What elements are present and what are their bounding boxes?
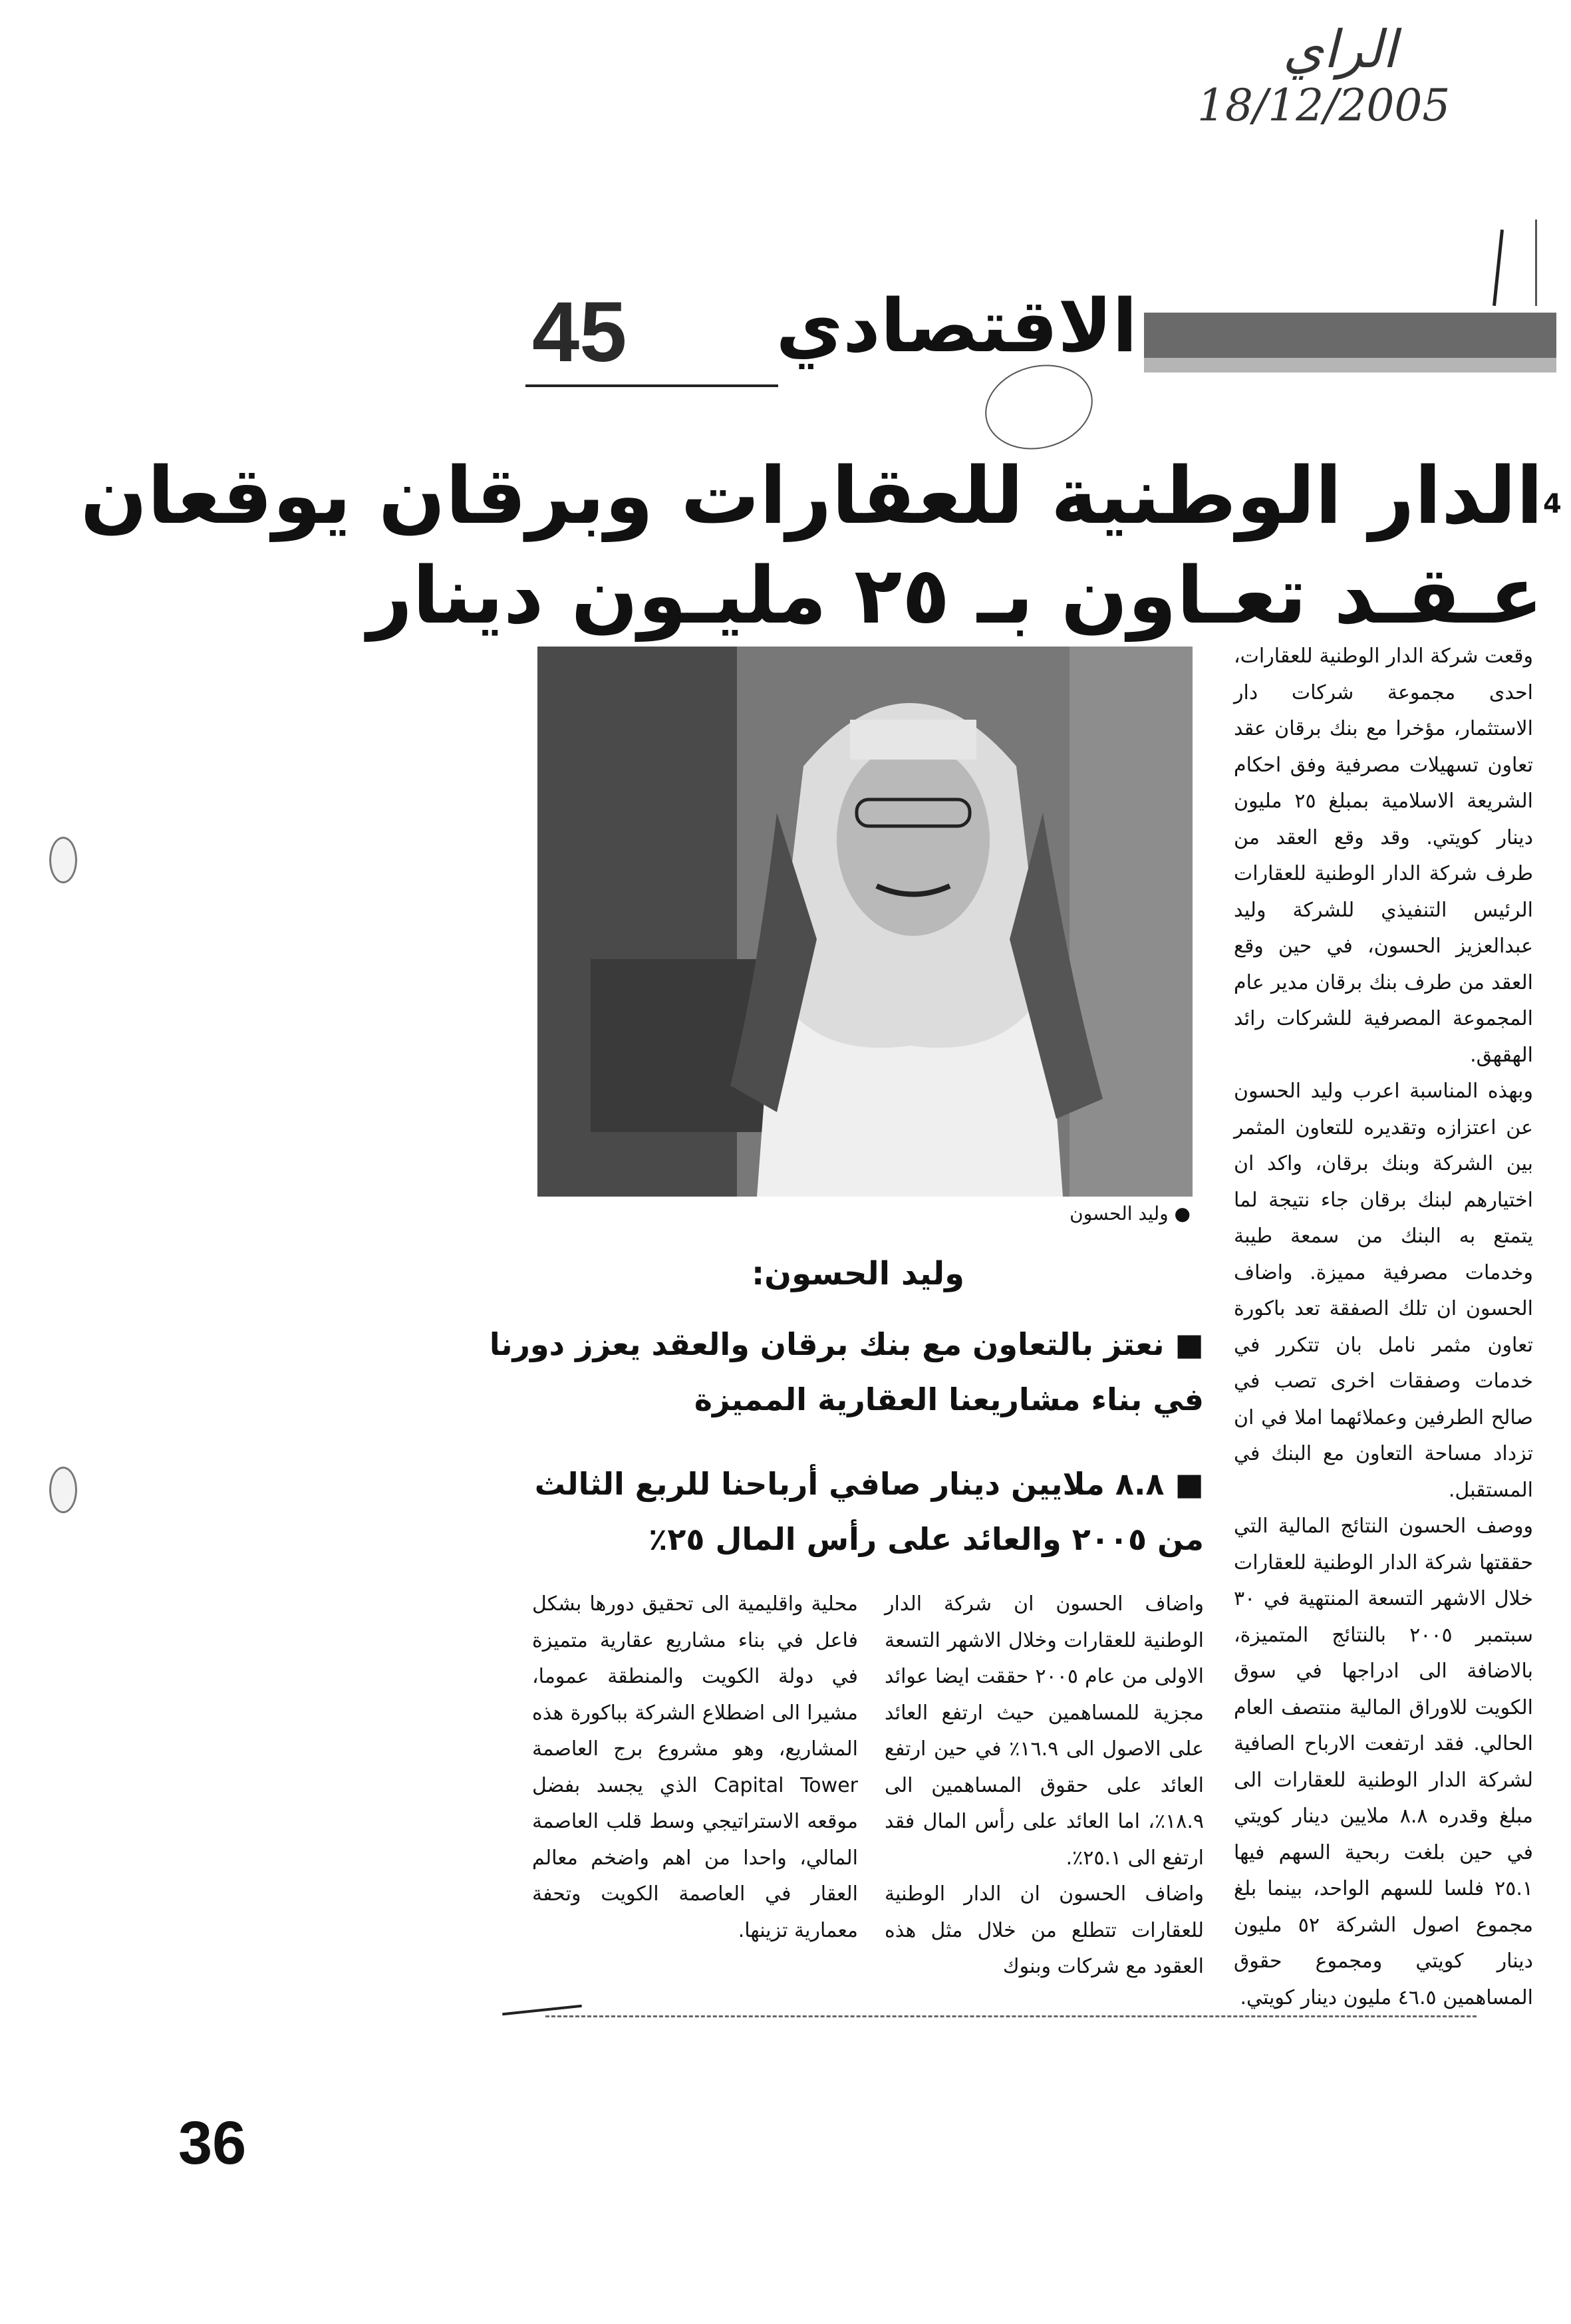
paragraph: وبهذه المناسبة اعرب وليد الحسون عن اعتزازه وتقديره للتعاون المثمر بين الشركة وبنك برقان، واكد ان اختيارهم لبنك برقان جاء نتيجة لما يتمتع به البنك من سمعة طيبة وخدمات مصرفية مميزة. واضاف الحسون ان تلك الصفقة تعد باكورة تعاون مثمر نامل بان تتكرر في خدمات وصفقات اخرى تصب في صالح الطرفين وعملائهما املا في ان تزداد مساحة التعاون مع البنك في المستقبل. (1234, 1080, 1533, 1502)
quote-speaker: وليد الحسون: (751, 1255, 964, 1292)
article-column-right (1234, 639, 1533, 2016)
margin-stroke (1535, 219, 1537, 306)
quote-point-2: ■ ٨.٨ ملايين دينار صافي أرباحنا للربع الثالث (534, 1466, 1204, 1502)
header-band-shadow (1144, 358, 1556, 372)
binder-hole-top (49, 837, 77, 883)
stamp-circle (976, 353, 1103, 461)
quote-point-1-line-2: في بناء مشاريعنا العقارية المميزة (694, 1381, 1204, 1417)
handwritten-note: الراي (1282, 20, 1397, 80)
header-rule (525, 384, 778, 387)
headline-line-2: عـقـد تعـاون بـ ٢٥ مليـون دينار (367, 549, 1543, 641)
paragraph: وقعت شركة الدار الوطنية للعقارات، احدى مجموعة شركات دار الاستثمار، مؤخرا مع بنك برقان عقد تعاون تسهيلات مصرفية وفق احكام الشريعة الاسلامية بمبلغ ٢٥ مليون دينار كويتي. وقد وقع العقد من طرف شركة الدار الوطنية للعقارات الرئيس التنفيذي للشركة وليد عبدالعزيز الحسون، في حين وقع العقد من طرف بنك برقان مدير عام المجموعة المصرفية للشركات رائد الهقهق. (1234, 645, 1533, 1067)
paragraph: ووصف الحسون النتائج المالية التي حققتها شركة الدار الوطنية للعقارات خلال الاشهر التسعة المنتهية في ٣٠ سبتمبر ٢٠٠٥ بالنتائج المتميزة، بالاضافة الى ادراجها في سوق الكويت للاوراق المالية منتصف العام الحالي. فقد ارتفعت الارباح الصافية لشركة الدار الوطنية للعقارات الى مبلغ وقدره ٨.٨ ملايين دينار كويتي في حين بلغت ربحية السهم فيها ٢٥.١ فلسا للسهم الواحد، بينما بلغ مجموع اصول الشركة ٥٢ مليون دينار كويتي ومجموع حقوق المساهمين ٤٦.٥ مليون دينار كويتي. (1234, 1515, 1534, 2009)
article-column-left (532, 1586, 858, 1949)
binder-hole-bottom (49, 1467, 77, 1513)
page-number-top: 45 (532, 285, 627, 380)
clip-mark (502, 2005, 582, 2016)
header-band (1144, 313, 1556, 358)
paragraph: واضاف الحسون ان شركة الدار الوطنية للعقارات وخلال الاشهر التسعة الاولى من عام ٢٠٠٥ حققت ايضا عوائد مجزية للمساهمين حيث ارتفع العائد على الاصول الى ١٦.٩٪ في حين ارتفع العائد على حقوق المساهمين الى ١٨.٩٪، اما العائد على رأس المال فقد ارتفع الى ٢٥.١٪. (885, 1592, 1204, 1870)
photo-caption-text: وليد الحسون (1070, 1203, 1169, 1225)
clip-edge (545, 2015, 1477, 2017)
headline-line-1: الدار الوطنية للعقارات وبرقان يوقعان (80, 450, 1543, 541)
section-title: الاقتصادي (776, 283, 1137, 368)
portrait-photo (537, 647, 1193, 1197)
margin-mark: 4 (1543, 489, 1562, 519)
quote-point-1: ■ نعتز بالتعاون مع بنك برقان والعقد يعزز دورنا (489, 1326, 1204, 1362)
paragraph: محلية واقليمية الى تحقيق دورها بشكل فاعل في بناء مشاريع عقارية متميزة في دولة الكويت والمنطقة عموما، مشيرا الى اضطلاع الشركة بباكورة هذه المشاريع، وهو مشروع برج العاصمة Capital Tower الذي يجسد بفضل موقعه الاستراتيجي وسط قلب العاصمة المالي، واحدا من اهم واضخم معالم العقار في العاصمة الكويت وتحفة معمارية تزينها. (532, 1592, 858, 1942)
quote-point-2-line-1: ٨.٨ ملايين دينار صافي أرباحنا للربع الثالث (534, 1466, 1165, 1502)
photo-caption: ● وليد الحسون (1070, 1203, 1191, 1225)
article-column-middle (885, 1586, 1204, 1985)
paragraph: واضاف الحسون ان الدار الوطنية للعقارات تتطلع من خلال مثل هذه العقود مع شركات وبنوك (885, 1882, 1204, 1978)
quote-point-1-line-1: نعتز بالتعاون مع بنك برقان والعقد يعزز دورنا (489, 1326, 1165, 1362)
margin-stroke (1493, 229, 1504, 306)
page-number-bottom: 36 (178, 2109, 247, 2177)
handwritten-date: 18/12/2005 (1197, 80, 1451, 131)
portrait-figure (537, 647, 1193, 1197)
quote-point-2-line-2: من ٢٠٠٥ والعائد على رأس المال ٢٥٪ (648, 1521, 1204, 1557)
